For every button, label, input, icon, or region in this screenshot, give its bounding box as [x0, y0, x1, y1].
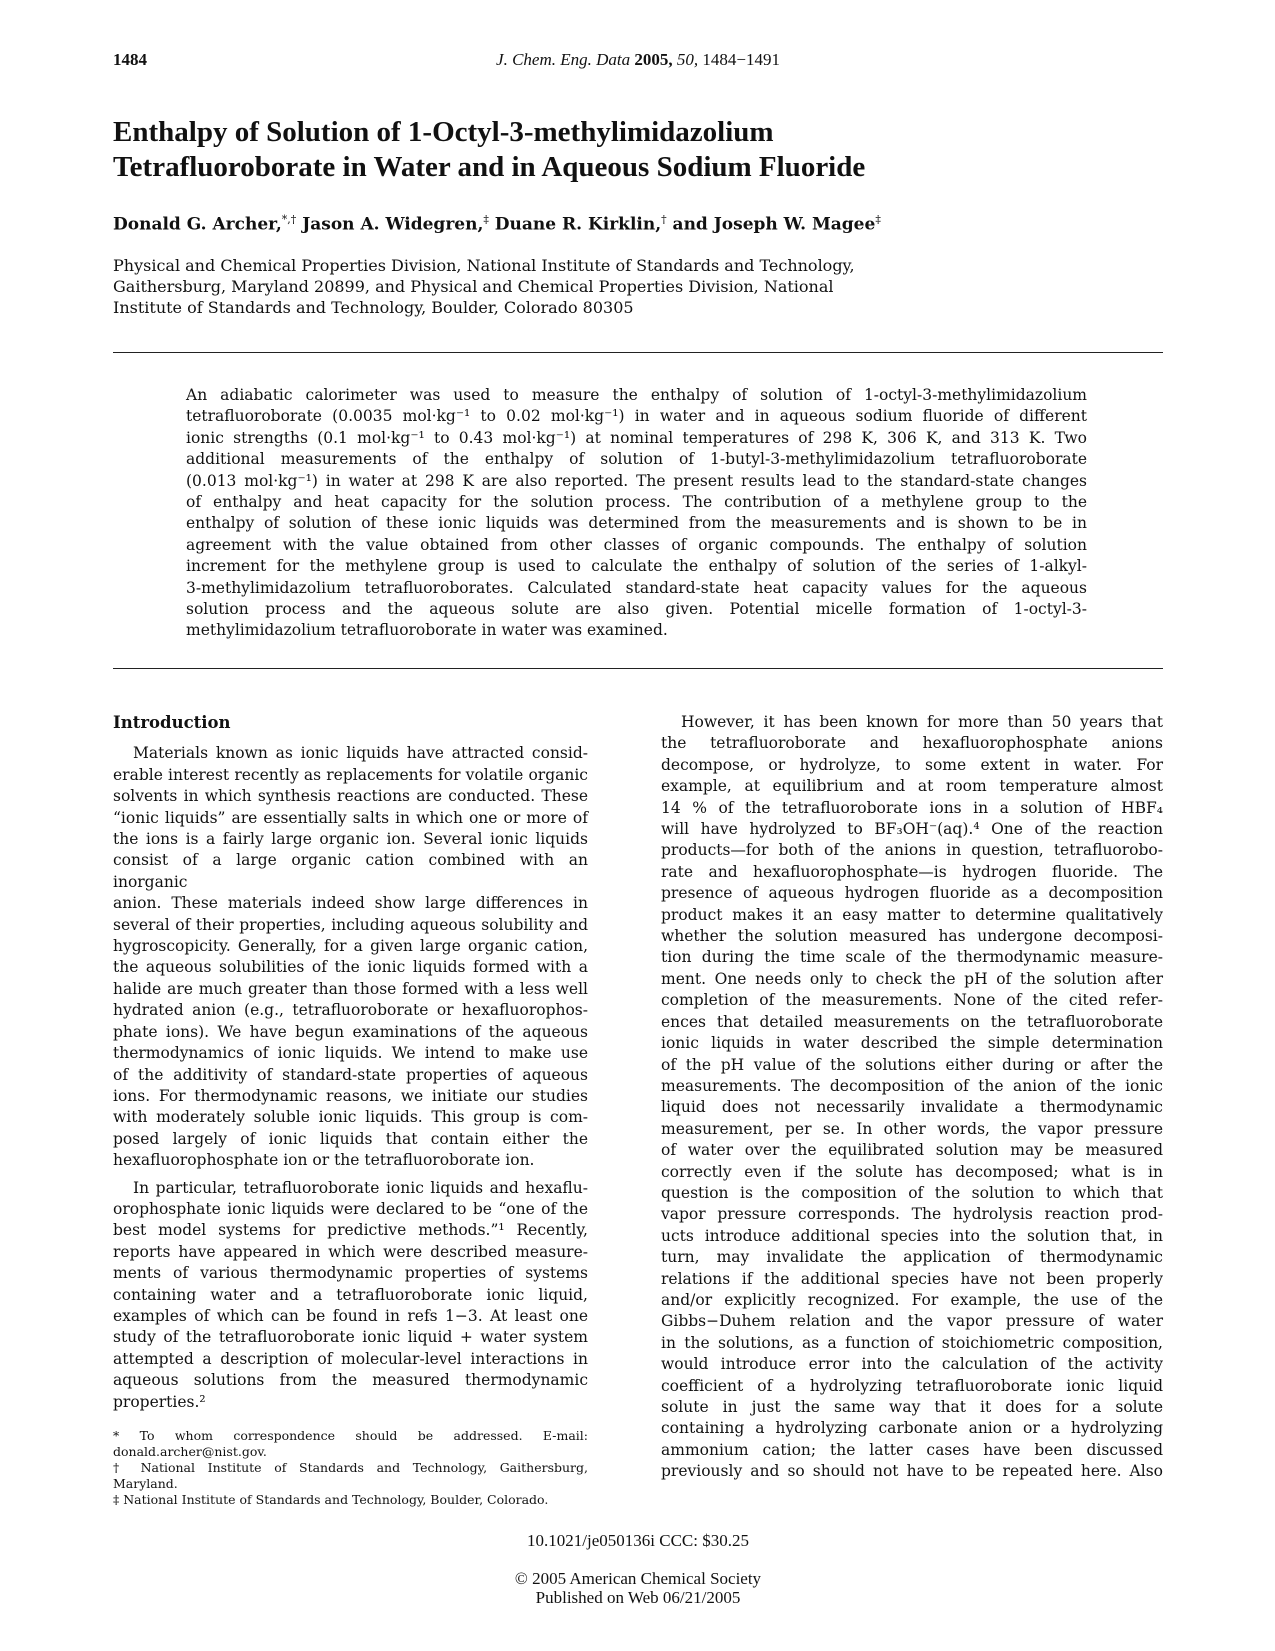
- text-line: products—for both of the anions in question, tetrafluorobo-: [661, 841, 1163, 860]
- text-line: thermodynamics of ionic liquids. We intend to make use: [113, 1044, 588, 1063]
- author-marks: ‡: [875, 213, 881, 226]
- text-line: rate and hexafluorophosphate—is hydrogen fluoride. The: [661, 862, 1163, 881]
- text-line: properties.²: [113, 1392, 206, 1411]
- text-line: Materials known as ionic liquids have attracted consid-: [133, 744, 588, 763]
- published-date: Published on Web 06/21/2005: [535, 1588, 741, 1607]
- abstract-line: 3-methylimidazolium tetrafluoroborates. Calculated standard-state heat capacity values for the aqueous: [186, 578, 1087, 597]
- paragraph: [113, 1178, 588, 1413]
- text-line: example, at equilibrium and at room temperature almost: [661, 777, 1163, 796]
- affiliation-line: Gaithersburg, Maryland 20899, and Physical and Chemical Properties Division, National: [113, 277, 834, 296]
- abstract-line: (0.013 mol·kg⁻¹) in water at 298 K are also reported. The present results lead to the standard-state changes: [186, 471, 1087, 490]
- text-line: of the pH value of the solutions either during or after the: [661, 1055, 1163, 1074]
- author-marks: *,†: [281, 213, 297, 226]
- author-marks: ‡: [483, 213, 489, 226]
- journal-name: J. Chem. Eng. Data: [496, 50, 631, 69]
- text-line: In particular, tetrafluoroborate ionic liquids and hexaflu-: [133, 1178, 588, 1197]
- journal-pages: 1484−1491: [702, 50, 780, 69]
- text-line: the ions is a fairly large organic ion. Several ionic liquids: [113, 830, 588, 849]
- author-marks: †: [661, 213, 667, 226]
- abstract-top-rule: [113, 352, 1163, 353]
- abstract: [186, 385, 1087, 642]
- text-line: ences that detailed measurements on the tetrafluoroborate: [661, 1012, 1163, 1031]
- text-line: previously and so should not have to be repeated here. Also: [661, 1462, 1163, 1481]
- text-line: ucts introduce additional species into the solution that, in: [661, 1226, 1163, 1245]
- text-line: of water over the equilibrated solution may be measured: [661, 1141, 1163, 1160]
- abstract-line: An adiabatic calorimeter was used to measure the enthalpy of solution of 1-octyl-3-methylimidazolium: [186, 386, 1087, 404]
- abstract-line: solution process and the aqueous solute are also given. Potential micelle formation of 1-octyl-3-: [186, 600, 1087, 619]
- text-line: best model systems for predictive methods.”¹ Recently,: [113, 1221, 588, 1240]
- text-line: However, it has been known for more than 50 years that: [681, 713, 1163, 731]
- text-line: tion during the time scale of the thermodynamic measure-: [661, 948, 1163, 967]
- text-line: ions. For thermodynamic reasons, we initiate our studies: [113, 1086, 588, 1105]
- text-line: completion of the measurements. None of the cited refer-: [661, 991, 1163, 1010]
- text-line: containing water and a tetrafluoroborate ionic liquid,: [113, 1285, 588, 1304]
- text-line: of the additivity of standard-state properties of aqueous: [113, 1065, 588, 1084]
- text-line: ammonium cation; the latter cases have been discussed: [661, 1440, 1163, 1459]
- text-line: solvents in which synthesis reactions are conducted. These: [113, 787, 588, 806]
- text-line: correctly even if the solute has decomposed; what is in: [661, 1162, 1163, 1181]
- article-title: [113, 115, 1163, 185]
- text-line: aqueous solutions from the measured thermodynamic: [113, 1371, 588, 1390]
- abstract-bottom-rule: [113, 668, 1163, 669]
- text-line: question is the composition of the solution to which that: [661, 1183, 1163, 1202]
- affiliations: [113, 255, 1113, 318]
- text-line: hygroscopicity. Generally, for a given large organic cation,: [113, 937, 588, 956]
- text-line: whether the solution measured has undergone decomposi-: [661, 927, 1163, 946]
- text-line: phate ions). We have begun examinations of the aqueous: [113, 1022, 588, 1041]
- text-line: in the solutions, as a function of stoichiometric composition,: [661, 1333, 1163, 1352]
- text-line: 14 % of the tetrafluoroborate ions in a solution of HBF₄: [661, 798, 1163, 817]
- text-line: vapor pressure corresponds. The hydrolysis reaction prod-: [661, 1205, 1163, 1224]
- text-line: measurement, per se. In other words, the vapor pressure: [661, 1119, 1163, 1138]
- text-line: the aqueous solubilities of the ionic liquids formed with a: [113, 958, 588, 977]
- text-line: anion. These materials indeed show large differences in: [113, 894, 588, 913]
- abstract-line: tetrafluoroborate (0.0035 mol·kg⁻¹ to 0.02 mol·kg⁻¹) in water and in aqueous sodium fluoride of different: [186, 407, 1087, 426]
- text-line: containing a hydrolyzing carbonate anion or a hydrolyzing: [661, 1419, 1163, 1438]
- footnote-line: ‡ National Institute of Standards and Technology, Boulder, Colorado.: [113, 1492, 549, 1507]
- section-heading-introduction: Introduction: [113, 713, 231, 732]
- text-line: examples of which can be found in refs 1−3. At least one: [113, 1306, 588, 1325]
- footnote-line: † National Institute of Standards and Technology, Gaithersburg,: [113, 1460, 588, 1475]
- text-line: hydrated anion (e.g., tetrafluoroborate or hexafluorophos-: [113, 1001, 588, 1020]
- affiliation-line: Physical and Chemical Properties Division, National Institute of Standards and Technology,: [113, 256, 855, 275]
- text-line: decompose, or hydrolyze, to some extent in water. For: [661, 755, 1163, 774]
- footer-line: [113, 1531, 1163, 1588]
- paragraph: [113, 743, 588, 1171]
- author-name: Jason A. Widegren,: [296, 214, 484, 235]
- text-line: attempted a description of molecular-level interactions in: [113, 1349, 588, 1368]
- text-line: halide are much greater than those formed with a less well: [113, 979, 588, 998]
- text-line: liquid does not necessarily invalidate a thermodynamic: [661, 1098, 1163, 1117]
- text-line: solute in just the same way that it does for a solute: [661, 1398, 1163, 1416]
- page-number: 1484: [113, 50, 147, 69]
- text-line: coefficient of a hydrolyzing tetrafluoroborate ionic liquid: [661, 1376, 1163, 1395]
- text-line: will have hydrolyzed to BF₃OH⁻(aq).⁴ One of the reaction: [661, 820, 1163, 839]
- text-line: posed largely of ionic liquids that contain either the: [113, 1129, 588, 1148]
- text-line: hexafluorophosphate ion or the tetrafluoroborate ion.: [113, 1151, 535, 1170]
- text-line: orophosphate ionic liquids were declared to be “one of the: [113, 1199, 588, 1218]
- text-line: consist of a large organic cation combined with an inorganic: [113, 851, 588, 891]
- text-line: with moderately soluble ionic liquids. This group is com-: [113, 1108, 588, 1127]
- author-list: [113, 213, 1163, 235]
- abstract-line: methylimidazolium tetrafluoroborate in water was examined.: [186, 621, 668, 640]
- text-line: study of the tetrafluoroborate ionic liquid + water system: [113, 1328, 588, 1347]
- paragraph: [661, 712, 1163, 1483]
- text-line: ments of various thermodynamic properties of systems: [113, 1264, 588, 1283]
- text-line: relations if the additional species have not been properly: [661, 1269, 1163, 1288]
- text-line: reports have appeared in which were described measure-: [113, 1242, 588, 1261]
- text-line: product makes it an easy matter to determine qualitatively: [661, 905, 1163, 924]
- right-column: [661, 712, 1163, 1483]
- text-line: erable interest recently as replacements for volatile organic: [113, 765, 588, 784]
- text-line: and/or explicitly recognized. For example, the use of the: [661, 1290, 1163, 1309]
- journal-volume: 50,: [676, 50, 699, 69]
- abstract-line: enthalpy of solution of these ionic liquids was determined from the measurements and is shown to be in: [186, 514, 1087, 533]
- author-name: and Joseph W. Magee: [666, 214, 876, 235]
- text-line: turn, may invalidate the application of thermodynamic: [661, 1248, 1163, 1267]
- footnote-line: * To whom correspondence should be addressed. E-mail:: [113, 1428, 588, 1443]
- footnote-email[interactable]: donald.archer@nist.gov.: [113, 1444, 267, 1459]
- title-line: Tetrafluoroborate in Water and in Aqueous Sodium Fluoride: [113, 151, 866, 183]
- abstract-line: of enthalpy and heat capacity for the solution process. The contribution of a methylene group to the: [186, 493, 1087, 512]
- title-line: Enthalpy of Solution of 1-Octyl-3-methylimidazolium: [113, 116, 774, 148]
- journal-citation: [113, 50, 1163, 70]
- abstract-line: additional measurements of the enthalpy of solution of 1-butyl-3-methylimidazolium tetrafluoroborate: [186, 450, 1087, 469]
- footnote-line: Maryland.: [113, 1476, 178, 1491]
- left-column: [113, 712, 588, 1413]
- abstract-line: ionic strengths (0.1 mol·kg⁻¹ to 0.43 mol·kg⁻¹) at nominal temperatures of 298 K, 306 K, and 313 K. Two: [186, 428, 1087, 447]
- text-line: would introduce error into the calculation of the activity: [661, 1355, 1163, 1374]
- text-line: “ionic liquids” are essentially salts in which one or more of: [113, 808, 588, 827]
- abstract-line: increment for the methylene group is used to calculate the enthalpy of solution of the series of 1-alkyl-: [186, 557, 1087, 576]
- author-name: Donald G. Archer,: [113, 214, 282, 235]
- journal-year: 2005,: [634, 50, 673, 69]
- doi-text: 10.1021/je050136i CCC: $30.25: [527, 1531, 749, 1550]
- affiliation-line: Institute of Standards and Technology, Boulder, Colorado 80305: [113, 298, 634, 317]
- text-line: ionic liquids in water described the simple determination: [661, 1034, 1163, 1053]
- abstract-line: agreement with the value obtained from other classes of organic compounds. The enthalpy of solution: [186, 535, 1087, 554]
- page-footer: [113, 1531, 1163, 1607]
- copyright-text: © 2005 American Chemical Society: [514, 1569, 762, 1588]
- text-line: measurements. The decomposition of the anion of the ionic: [661, 1076, 1163, 1095]
- author-name: Duane R. Kirklin,: [488, 214, 662, 235]
- text-line: Gibbs−Duhem relation and the vapor pressure of water: [661, 1312, 1163, 1331]
- running-header: [113, 50, 1163, 74]
- text-line: the tetrafluoroborate and hexafluorophosphate anions: [661, 734, 1163, 753]
- text-line: ment. One needs only to check the pH of the solution after: [661, 969, 1163, 988]
- text-line: presence of aqueous hydrogen fluoride as a decomposition: [661, 884, 1163, 903]
- footnotes: [113, 1428, 588, 1508]
- text-line: several of their properties, including aqueous solubility and: [113, 915, 588, 934]
